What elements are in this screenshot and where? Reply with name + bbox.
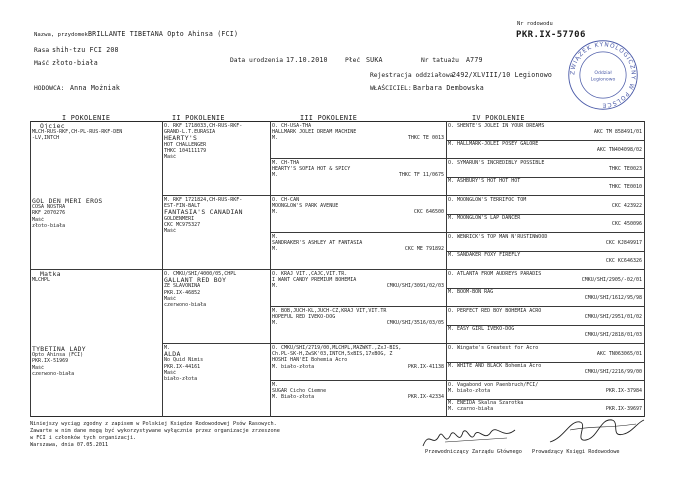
registration-label: Rejestracja oddziałowa <box>370 72 454 79</box>
tattoo-label: Nr tatuażu <box>421 57 459 64</box>
gen4-cell: O. PERFECT RED BOY BOHEMIA ACRO CMKU/SHI/2951/01/02 <box>448 308 642 321</box>
gen4-cell: O. MOONGLOW'S TERRIFOC TOM CKC 423922 <box>448 197 642 210</box>
row-line <box>270 232 644 233</box>
gen4-cell: M. EASY GIRL IVEKO-DOG CMKU/SHI/2818/01/03 <box>448 326 642 339</box>
row-line <box>30 269 644 270</box>
pedigree-number-label: Nr rodowodu <box>517 21 553 27</box>
gen1-sire: Ojciec MLCH-RUS-RKF,CH-PL-RUS-RKF-DEN -LV,INTCH <box>32 123 123 142</box>
row-line <box>270 380 644 381</box>
gen4-cell: M. ENEIDA Skalna Szarotka M. czarno-biała PKR.IX-39697 <box>448 400 642 413</box>
gen3-cell: M. SUGAR Cicho Ciemne M. Biało-złota PKR.IX-42334 <box>272 382 444 401</box>
row-line <box>162 195 644 196</box>
breeder-label: HODOWCA: <box>34 85 65 92</box>
gen1-sire-details: GOL DEN MERI EROS COSA NOSTRA RKF 2070276 Maść złoto-biała <box>32 198 103 229</box>
svg-text:Oddział: Oddział <box>594 71 612 77</box>
row-line <box>162 343 644 344</box>
gen4-cell: M. BOOM-BON RAG CMKU/SHI/1612/95/98 <box>448 289 642 302</box>
owner-label: WŁAŚCICIEL: <box>370 85 412 92</box>
owner-value: Barbara Dembowska <box>413 84 484 92</box>
signature-2 <box>540 412 650 452</box>
name-label: Nazwa, przydomek <box>34 32 88 38</box>
gen3-cell: O. CH-USA-THA HALLMARK JOLEI DREAM MACHINE M. THKC TE 0013 <box>272 123 444 142</box>
gen1-dam-details: TYBETINA LADY Opto Ahinsa (FCI) PKR.IX-51969 Maść czerwono-biała <box>32 346 86 377</box>
gen4-cell: M. SANDAKER FOXY FIREFLY CKC KC646326 <box>448 252 642 265</box>
breed-value: shih-tzu FCI 208 <box>52 46 119 54</box>
generation-2-header: II POKOLENIE <box>172 114 225 122</box>
gen4-cell: O. SHENTE'S JOLEI IN YOUR DREAMS AKC TM 858491/01 <box>448 123 642 136</box>
generation-1-header: I POKOLENIE <box>62 114 111 122</box>
gen3-cell: O. CH-CAN MOONGLOW'S PARK AVENUE M. CKC 646500 <box>272 197 444 216</box>
gen3-cell: O. CMKU/SHI/2719/00,MLCHPL,MAZWKT.,ZxJ-BIS, Ch.PL-SK-H,ZwSK'03,INTCH,5xBIS,17xBOG, Z HOSHI HAN'EI Bohemia Acro M. biało-złota PKR.IX-41138 <box>272 345 444 370</box>
row-line <box>270 306 644 307</box>
dob-label: Data urodzenia <box>230 57 284 64</box>
registration-value: 2492/XLVIII/10 Legionowo <box>452 71 553 79</box>
gen2-cell: O. RKF 1718033,CH-RUS-RKF- GRAND-L.T.EURASIA HEARTY'S HOT CHALLENGER THKC 104111179 Maść <box>164 123 243 161</box>
svg-text:ZWIĄZEK KYNOLOGICZNY W POLSCE: ZWIĄZEK KYNOLOGICZNY W POLSCE <box>570 42 636 108</box>
gen1-dam: Matka MLCHPL <box>32 271 61 284</box>
gen3-cell: M. SANDRAKER'S ASHLEY AT FANTASIA M. CKC ME 791892 <box>272 234 444 253</box>
signature-2-label: Prowadzący Księgi Rodowodowe <box>532 449 620 455</box>
tattoo-value: A779 <box>466 56 483 64</box>
dob-value: 17.10.2010 <box>286 56 328 64</box>
generation-3-header: III POKOLENIE <box>300 114 358 122</box>
gen3-cell: M. CH-THA HEARTY'S SOFIA HOT & SPICY M. THKC TF 11/0675 <box>272 160 444 179</box>
col-line <box>644 121 645 417</box>
gen4-cell: O. Vagabond von Paenbruch/FCI/ M. biało-złota PKR.IX-37984 <box>448 382 642 395</box>
association-stamp <box>566 38 640 112</box>
breed-label: Rasa <box>34 47 50 54</box>
dog-name: BRILLANTE TIBETANA Opto Ahinsa (FCI) <box>88 30 239 38</box>
gen4-cell: O. Wingate's Greatest for Acro AKC TN063065/01 <box>448 345 642 358</box>
gen4-cell: M. ASHBURY'S HOT HOT HOT THKC TE0010 <box>448 178 642 191</box>
gen2-cell: O. CMKU/SHI/4000/05,CHPL GALLANT RED BOY ZE SLAVONINA PKR.IX-46852 Maść czerwono-biała <box>164 271 237 309</box>
gen3-cell: O. KRAJ VIT.,CAJC,VIT.TR. I WANT CANDY PREMIUM BOHEMIA M. CMKU/SHI/3091/02/03 <box>272 271 444 290</box>
gen4-cell: O. SYMARUN'S INCREDIBLY POSSIBLE THKC TE0023 <box>448 160 642 173</box>
gen4-cell: O. ATLANTA FROM AUDREYS PARADIS CMKU/SHI/2905/-02/01 <box>448 271 642 284</box>
color-label: Maść <box>34 60 50 67</box>
gen3-cell: M. BOB,JUCH-KL,JUCH-CZ,KRAJ VIT,VIT.TR HOPEFUL RED IVEKO-DOG M. CMKU/SHI/3516/03/05 <box>272 308 444 327</box>
gen2-cell: M. ALDA No Quid Nimis PKR.IX-44161 Maść biało-złota <box>164 345 204 383</box>
pedigree-number: PKR.IX-57706 <box>516 30 586 40</box>
breeder-value: Anna Możniak <box>70 84 121 92</box>
svg-text:Legionowo: Legionowo <box>590 77 616 83</box>
generation-4-header: IV POKOLENIE <box>472 114 525 122</box>
gen4-cell: M. HALLMARK-JOLEI POSEY GALORE AKC TN404098/02 <box>448 141 642 154</box>
signature-1-label: Przewodniczący Zarządu Głównego <box>425 449 522 455</box>
gen4-cell: O. WENRICK'S TOP MAN N'RUSTINWOOD CKC KJ849917 <box>448 234 642 247</box>
gen4-cell: M. MOONGLOW'S LAP DANCER CKC 450096 <box>448 215 642 228</box>
gen4-cell: M. WHITE AND BLACK Bohemia Acro CMKU/SHI/2216/99/00 <box>448 363 642 376</box>
sex-value: SUKA <box>366 56 383 64</box>
sex-label: Płeć <box>345 57 361 64</box>
row-line <box>270 158 644 159</box>
gen2-cell: M. RKF 1721824,CH-RUS-RKF- EST-FIN-BALT FANTASIA'S CANADIAN GOLDENMERI CKC MC975327 Maść <box>164 197 243 235</box>
footer-note: Niniejszy wyciąg zgodny z zapisem w Polskiej Księdze Rodowodowej Psów Rasowych. Zawarte w nim dane mogą być wykorzystywane wyłącznie przez organizacje zrzeszone w FCI i członków tych organizacji. Warszawa, dnia 07.05.2011 <box>30 421 280 448</box>
color-value: złoto-biała <box>52 59 98 67</box>
